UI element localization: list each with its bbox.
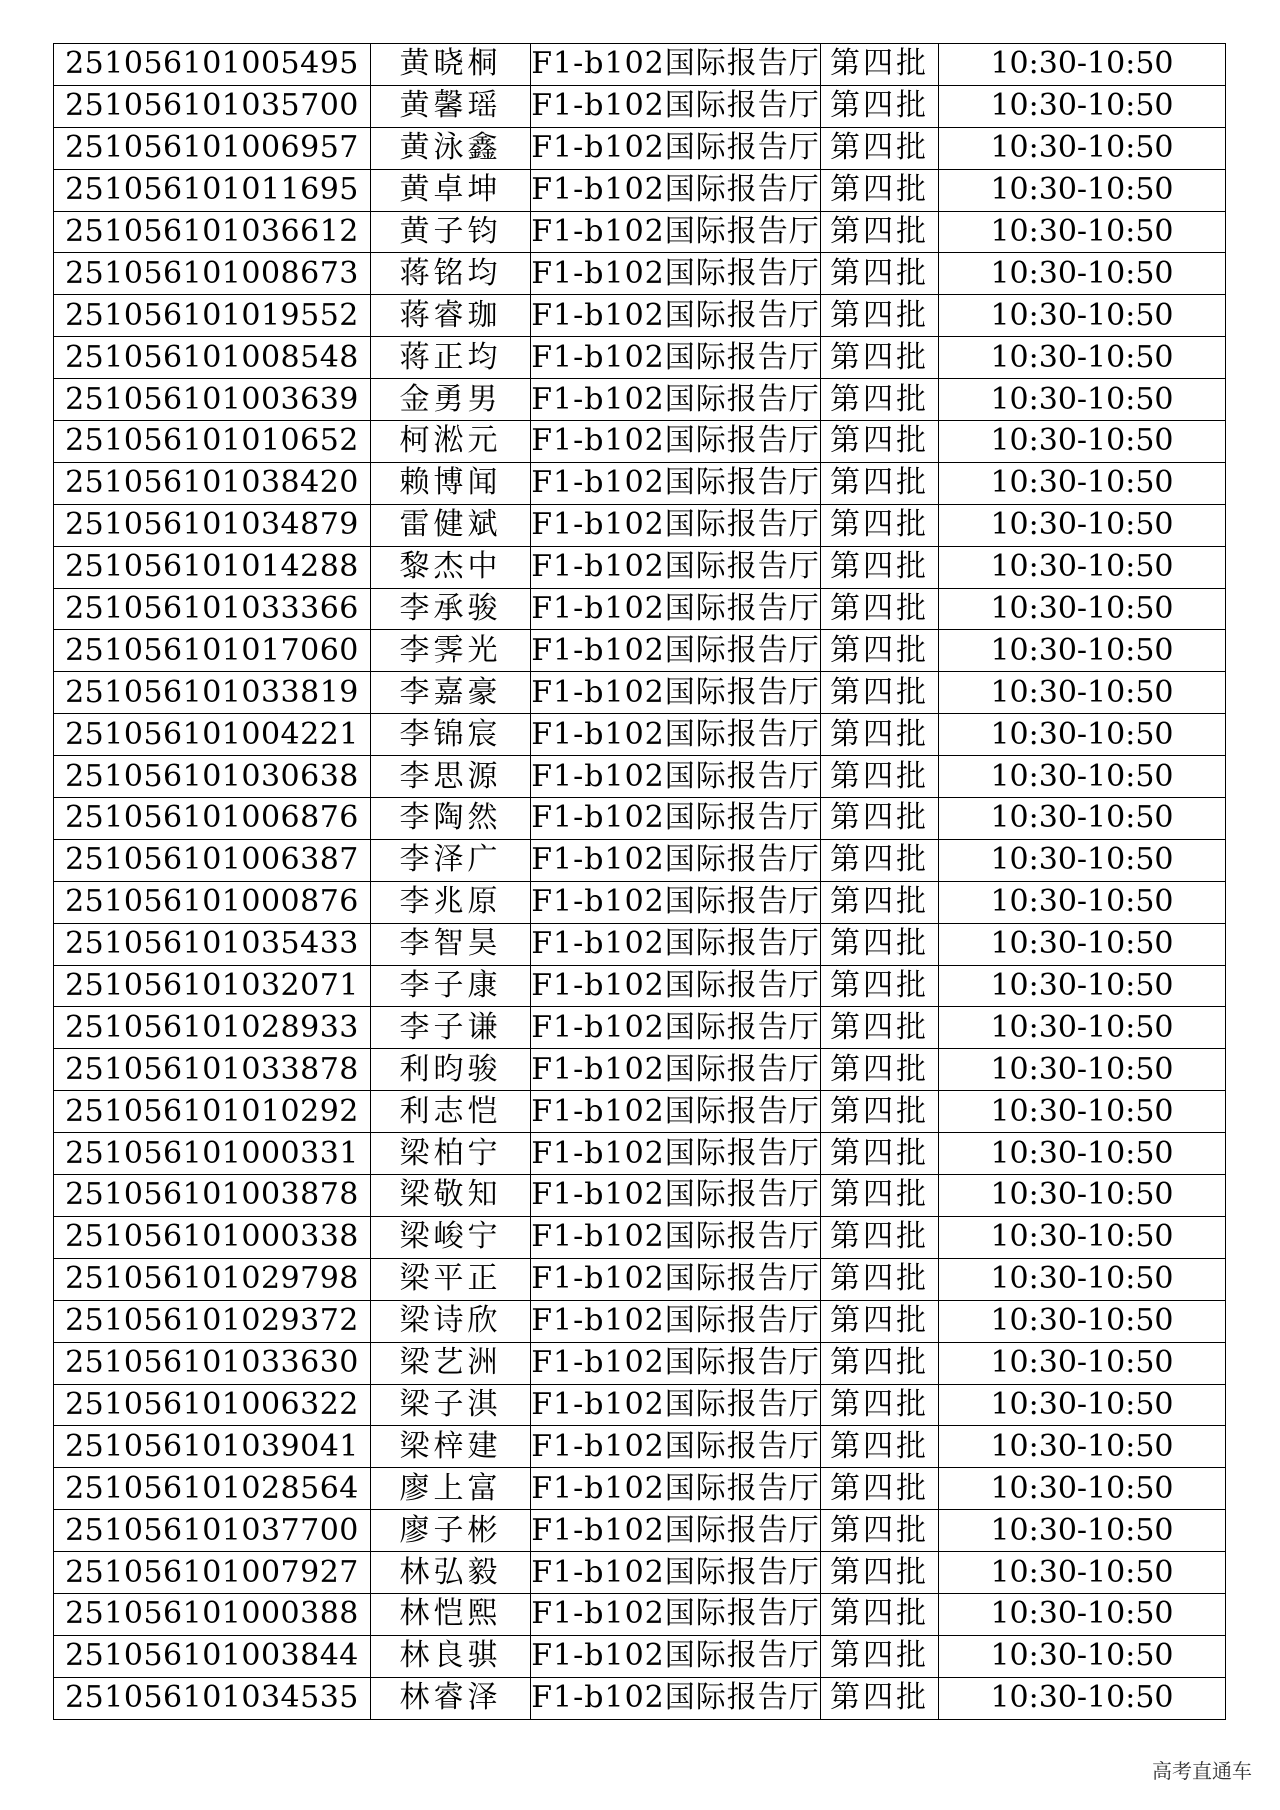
candidate-id-cell: 251056101003844 [54,1635,371,1677]
table-row [54,965,1226,1007]
table-row [54,1510,1226,1552]
table-row [54,1216,1226,1258]
room-cell: F1-b102国际报告厅 [531,44,821,86]
time-slot-cell: 10:30-10:50 [939,462,1226,504]
batch-cell: 第四批 [821,1635,939,1677]
table-row [54,798,1226,840]
candidate-id-cell: 251056101006876 [54,798,371,840]
candidate-id-cell: 251056101032071 [54,965,371,1007]
batch-cell: 第四批 [821,85,939,127]
time-slot-cell: 10:30-10:50 [939,44,1226,86]
room-cell: F1-b102国际报告厅 [531,1133,821,1175]
candidate-name-cell: 梁诗欣 [371,1300,531,1342]
batch-cell: 第四批 [821,462,939,504]
table-row [54,1342,1226,1384]
table-row [54,1677,1226,1719]
batch-cell: 第四批 [821,169,939,211]
batch-cell: 第四批 [821,1677,939,1719]
room-cell: F1-b102国际报告厅 [531,253,821,295]
batch-cell: 第四批 [821,253,939,295]
room-cell: F1-b102国际报告厅 [531,630,821,672]
candidate-name-cell: 李子康 [371,965,531,1007]
room-cell: F1-b102国际报告厅 [531,714,821,756]
candidate-name-cell: 梁峻宁 [371,1216,531,1258]
batch-cell: 第四批 [821,714,939,756]
batch-cell: 第四批 [821,1216,939,1258]
candidate-name-cell: 黄卓坤 [371,169,531,211]
batch-cell: 第四批 [821,44,939,86]
candidate-name-cell: 李兆原 [371,881,531,923]
time-slot-cell: 10:30-10:50 [939,1007,1226,1049]
room-cell: F1-b102国际报告厅 [531,1216,821,1258]
time-slot-cell: 10:30-10:50 [939,1049,1226,1091]
schedule-table [53,43,1226,1720]
candidate-id-cell: 251056101019552 [54,295,371,337]
table-row [54,379,1226,421]
batch-cell: 第四批 [821,1049,939,1091]
batch-cell: 第四批 [821,1133,939,1175]
room-cell: F1-b102国际报告厅 [531,798,821,840]
time-slot-cell: 10:30-10:50 [939,672,1226,714]
time-slot-cell: 10:30-10:50 [939,1091,1226,1133]
candidate-name-cell: 黄泳鑫 [371,127,531,169]
batch-cell: 第四批 [821,1552,939,1594]
candidate-name-cell: 李子谦 [371,1007,531,1049]
candidate-id-cell: 251056101006322 [54,1384,371,1426]
candidate-name-cell: 林弘毅 [371,1552,531,1594]
candidate-name-cell: 梁艺洲 [371,1342,531,1384]
time-slot-cell: 10:30-10:50 [939,1635,1226,1677]
room-cell: F1-b102国际报告厅 [531,462,821,504]
room-cell: F1-b102国际报告厅 [531,1091,821,1133]
candidate-id-cell: 251056101039041 [54,1426,371,1468]
table-row [54,295,1226,337]
candidate-name-cell: 林睿泽 [371,1677,531,1719]
batch-cell: 第四批 [821,211,939,253]
table-row [54,1007,1226,1049]
time-slot-cell: 10:30-10:50 [939,630,1226,672]
room-cell: F1-b102国际报告厅 [531,1593,821,1635]
time-slot-cell: 10:30-10:50 [939,1300,1226,1342]
batch-cell: 第四批 [821,379,939,421]
time-slot-cell: 10:30-10:50 [939,1677,1226,1719]
candidate-name-cell: 廖子彬 [371,1510,531,1552]
candidate-id-cell: 251056101007927 [54,1552,371,1594]
table-row [54,253,1226,295]
time-slot-cell: 10:30-10:50 [939,1552,1226,1594]
candidate-id-cell: 251056101034879 [54,504,371,546]
room-cell: F1-b102国际报告厅 [531,169,821,211]
candidate-name-cell: 廖上富 [371,1468,531,1510]
room-cell: F1-b102国际报告厅 [531,1049,821,1091]
room-cell: F1-b102国际报告厅 [531,672,821,714]
time-slot-cell: 10:30-10:50 [939,1258,1226,1300]
room-cell: F1-b102国际报告厅 [531,1677,821,1719]
room-cell: F1-b102国际报告厅 [531,295,821,337]
batch-cell: 第四批 [821,1175,939,1217]
time-slot-cell: 10:30-10:50 [939,1384,1226,1426]
candidate-name-cell: 李智昊 [371,923,531,965]
candidate-name-cell: 梁子淇 [371,1384,531,1426]
candidate-name-cell: 利昀骏 [371,1049,531,1091]
candidate-id-cell: 251056101029798 [54,1258,371,1300]
room-cell: F1-b102国际报告厅 [531,965,821,1007]
time-slot-cell: 10:30-10:50 [939,1133,1226,1175]
candidate-name-cell: 金勇男 [371,379,531,421]
batch-cell: 第四批 [821,1426,939,1468]
candidate-id-cell: 251056101030638 [54,756,371,798]
time-slot-cell: 10:30-10:50 [939,965,1226,1007]
room-cell: F1-b102国际报告厅 [531,588,821,630]
time-slot-cell: 10:30-10:50 [939,839,1226,881]
room-cell: F1-b102国际报告厅 [531,1175,821,1217]
time-slot-cell: 10:30-10:50 [939,1510,1226,1552]
table-row [54,881,1226,923]
time-slot-cell: 10:30-10:50 [939,1426,1226,1468]
batch-cell: 第四批 [821,881,939,923]
candidate-id-cell: 251056101003878 [54,1175,371,1217]
candidate-name-cell: 柯淞元 [371,421,531,463]
time-slot-cell: 10:30-10:50 [939,127,1226,169]
candidate-id-cell: 251056101038420 [54,462,371,504]
candidate-id-cell: 251056101000331 [54,1133,371,1175]
table-row [54,1593,1226,1635]
table-row [54,504,1226,546]
batch-cell: 第四批 [821,672,939,714]
table-row [54,462,1226,504]
candidate-name-cell: 蒋铭均 [371,253,531,295]
room-cell: F1-b102国际报告厅 [531,337,821,379]
time-slot-cell: 10:30-10:50 [939,756,1226,798]
room-cell: F1-b102国际报告厅 [531,127,821,169]
candidate-name-cell: 梁梓建 [371,1426,531,1468]
room-cell: F1-b102国际报告厅 [531,1300,821,1342]
room-cell: F1-b102国际报告厅 [531,881,821,923]
time-slot-cell: 10:30-10:50 [939,1175,1226,1217]
candidate-name-cell: 林恺熙 [371,1593,531,1635]
table-row [54,588,1226,630]
table-row [54,839,1226,881]
time-slot-cell: 10:30-10:50 [939,714,1226,756]
candidate-id-cell: 251056101000338 [54,1216,371,1258]
time-slot-cell: 10:30-10:50 [939,85,1226,127]
candidate-name-cell: 黄子钧 [371,211,531,253]
room-cell: F1-b102国际报告厅 [531,546,821,588]
candidate-id-cell: 251056101033819 [54,672,371,714]
candidate-id-cell: 251056101008548 [54,337,371,379]
candidate-name-cell: 蒋睿珈 [371,295,531,337]
room-cell: F1-b102国际报告厅 [531,379,821,421]
table-row [54,1468,1226,1510]
batch-cell: 第四批 [821,1007,939,1049]
candidate-id-cell: 251056101033366 [54,588,371,630]
candidate-name-cell: 李嘉豪 [371,672,531,714]
time-slot-cell: 10:30-10:50 [939,295,1226,337]
time-slot-cell: 10:30-10:50 [939,923,1226,965]
room-cell: F1-b102国际报告厅 [531,1384,821,1426]
batch-cell: 第四批 [821,1384,939,1426]
batch-cell: 第四批 [821,965,939,1007]
candidate-name-cell: 黄晓桐 [371,44,531,86]
table-row [54,1552,1226,1594]
table-row [54,1091,1226,1133]
candidate-name-cell: 李承骏 [371,588,531,630]
time-slot-cell: 10:30-10:50 [939,504,1226,546]
candidate-name-cell: 李霁光 [371,630,531,672]
candidate-id-cell: 251056101011695 [54,169,371,211]
candidate-id-cell: 251056101006957 [54,127,371,169]
table-row [54,1049,1226,1091]
batch-cell: 第四批 [821,1510,939,1552]
candidate-id-cell: 251056101034535 [54,1677,371,1719]
batch-cell: 第四批 [821,127,939,169]
candidate-id-cell: 251056101004221 [54,714,371,756]
candidate-name-cell: 雷健斌 [371,504,531,546]
batch-cell: 第四批 [821,1300,939,1342]
time-slot-cell: 10:30-10:50 [939,169,1226,211]
batch-cell: 第四批 [821,588,939,630]
candidate-id-cell: 251056101033630 [54,1342,371,1384]
room-cell: F1-b102国际报告厅 [531,1635,821,1677]
room-cell: F1-b102国际报告厅 [531,1342,821,1384]
candidate-name-cell: 李锦宸 [371,714,531,756]
room-cell: F1-b102国际报告厅 [531,1258,821,1300]
table-row [54,1133,1226,1175]
candidate-name-cell: 李泽广 [371,839,531,881]
batch-cell: 第四批 [821,504,939,546]
table-row [54,1426,1226,1468]
batch-cell: 第四批 [821,756,939,798]
table-row [54,546,1226,588]
time-slot-cell: 10:30-10:50 [939,421,1226,463]
batch-cell: 第四批 [821,295,939,337]
batch-cell: 第四批 [821,546,939,588]
table-row [54,169,1226,211]
candidate-id-cell: 251056101000876 [54,881,371,923]
candidate-name-cell: 林良骐 [371,1635,531,1677]
table-row [54,1300,1226,1342]
time-slot-cell: 10:30-10:50 [939,588,1226,630]
room-cell: F1-b102国际报告厅 [531,839,821,881]
time-slot-cell: 10:30-10:50 [939,379,1226,421]
room-cell: F1-b102国际报告厅 [531,504,821,546]
time-slot-cell: 10:30-10:50 [939,211,1226,253]
schedule-table-body [54,44,1226,1720]
table-row [54,127,1226,169]
room-cell: F1-b102国际报告厅 [531,1426,821,1468]
room-cell: F1-b102国际报告厅 [531,1552,821,1594]
batch-cell: 第四批 [821,337,939,379]
table-row [54,337,1226,379]
batch-cell: 第四批 [821,630,939,672]
time-slot-cell: 10:30-10:50 [939,798,1226,840]
time-slot-cell: 10:30-10:50 [939,1342,1226,1384]
candidate-id-cell: 251056101036612 [54,211,371,253]
candidate-id-cell: 251056101028933 [54,1007,371,1049]
room-cell: F1-b102国际报告厅 [531,85,821,127]
room-cell: F1-b102国际报告厅 [531,1510,821,1552]
time-slot-cell: 10:30-10:50 [939,1593,1226,1635]
table-row [54,421,1226,463]
time-slot-cell: 10:30-10:50 [939,1468,1226,1510]
table-row [54,211,1226,253]
time-slot-cell: 10:30-10:50 [939,546,1226,588]
table-row [54,1635,1226,1677]
candidate-name-cell: 李陶然 [371,798,531,840]
table-row [54,756,1226,798]
room-cell: F1-b102国际报告厅 [531,1468,821,1510]
table-row [54,1384,1226,1426]
candidate-id-cell: 251056101035433 [54,923,371,965]
table-row [54,923,1226,965]
candidate-id-cell: 251056101014288 [54,546,371,588]
candidate-name-cell: 黎杰中 [371,546,531,588]
candidate-name-cell: 蒋正均 [371,337,531,379]
candidate-id-cell: 251056101037700 [54,1510,371,1552]
table-row [54,44,1226,86]
time-slot-cell: 10:30-10:50 [939,337,1226,379]
batch-cell: 第四批 [821,421,939,463]
room-cell: F1-b102国际报告厅 [531,211,821,253]
time-slot-cell: 10:30-10:50 [939,881,1226,923]
table-row [54,630,1226,672]
candidate-id-cell: 251056101003639 [54,379,371,421]
candidate-id-cell: 251056101017060 [54,630,371,672]
room-cell: F1-b102国际报告厅 [531,756,821,798]
candidate-id-cell: 251056101000388 [54,1593,371,1635]
batch-cell: 第四批 [821,1468,939,1510]
time-slot-cell: 10:30-10:50 [939,253,1226,295]
time-slot-cell: 10:30-10:50 [939,1216,1226,1258]
table-row [54,85,1226,127]
batch-cell: 第四批 [821,1258,939,1300]
table-row [54,714,1226,756]
batch-cell: 第四批 [821,1342,939,1384]
candidate-name-cell: 黄馨瑶 [371,85,531,127]
batch-cell: 第四批 [821,923,939,965]
batch-cell: 第四批 [821,1593,939,1635]
candidate-name-cell: 李思源 [371,756,531,798]
room-cell: F1-b102国际报告厅 [531,923,821,965]
candidate-id-cell: 251056101028564 [54,1468,371,1510]
table-row [54,1258,1226,1300]
candidate-id-cell: 251056101029372 [54,1300,371,1342]
room-cell: F1-b102国际报告厅 [531,1007,821,1049]
candidate-id-cell: 251056101006387 [54,839,371,881]
candidate-name-cell: 梁敬知 [371,1175,531,1217]
candidate-id-cell: 251056101035700 [54,85,371,127]
candidate-id-cell: 251056101008673 [54,253,371,295]
table-row [54,1175,1226,1217]
candidate-id-cell: 251056101033878 [54,1049,371,1091]
candidate-id-cell: 251056101010292 [54,1091,371,1133]
candidate-name-cell: 赖博闻 [371,462,531,504]
candidate-name-cell: 梁柏宁 [371,1133,531,1175]
table-row [54,672,1226,714]
batch-cell: 第四批 [821,798,939,840]
batch-cell: 第四批 [821,1091,939,1133]
candidate-id-cell: 251056101010652 [54,421,371,463]
candidate-name-cell: 梁平正 [371,1258,531,1300]
candidate-name-cell: 利志恺 [371,1091,531,1133]
batch-cell: 第四批 [821,839,939,881]
room-cell: F1-b102国际报告厅 [531,421,821,463]
candidate-id-cell: 251056101005495 [54,44,371,86]
watermark-text: 高考直通车 [1152,1759,1252,1783]
